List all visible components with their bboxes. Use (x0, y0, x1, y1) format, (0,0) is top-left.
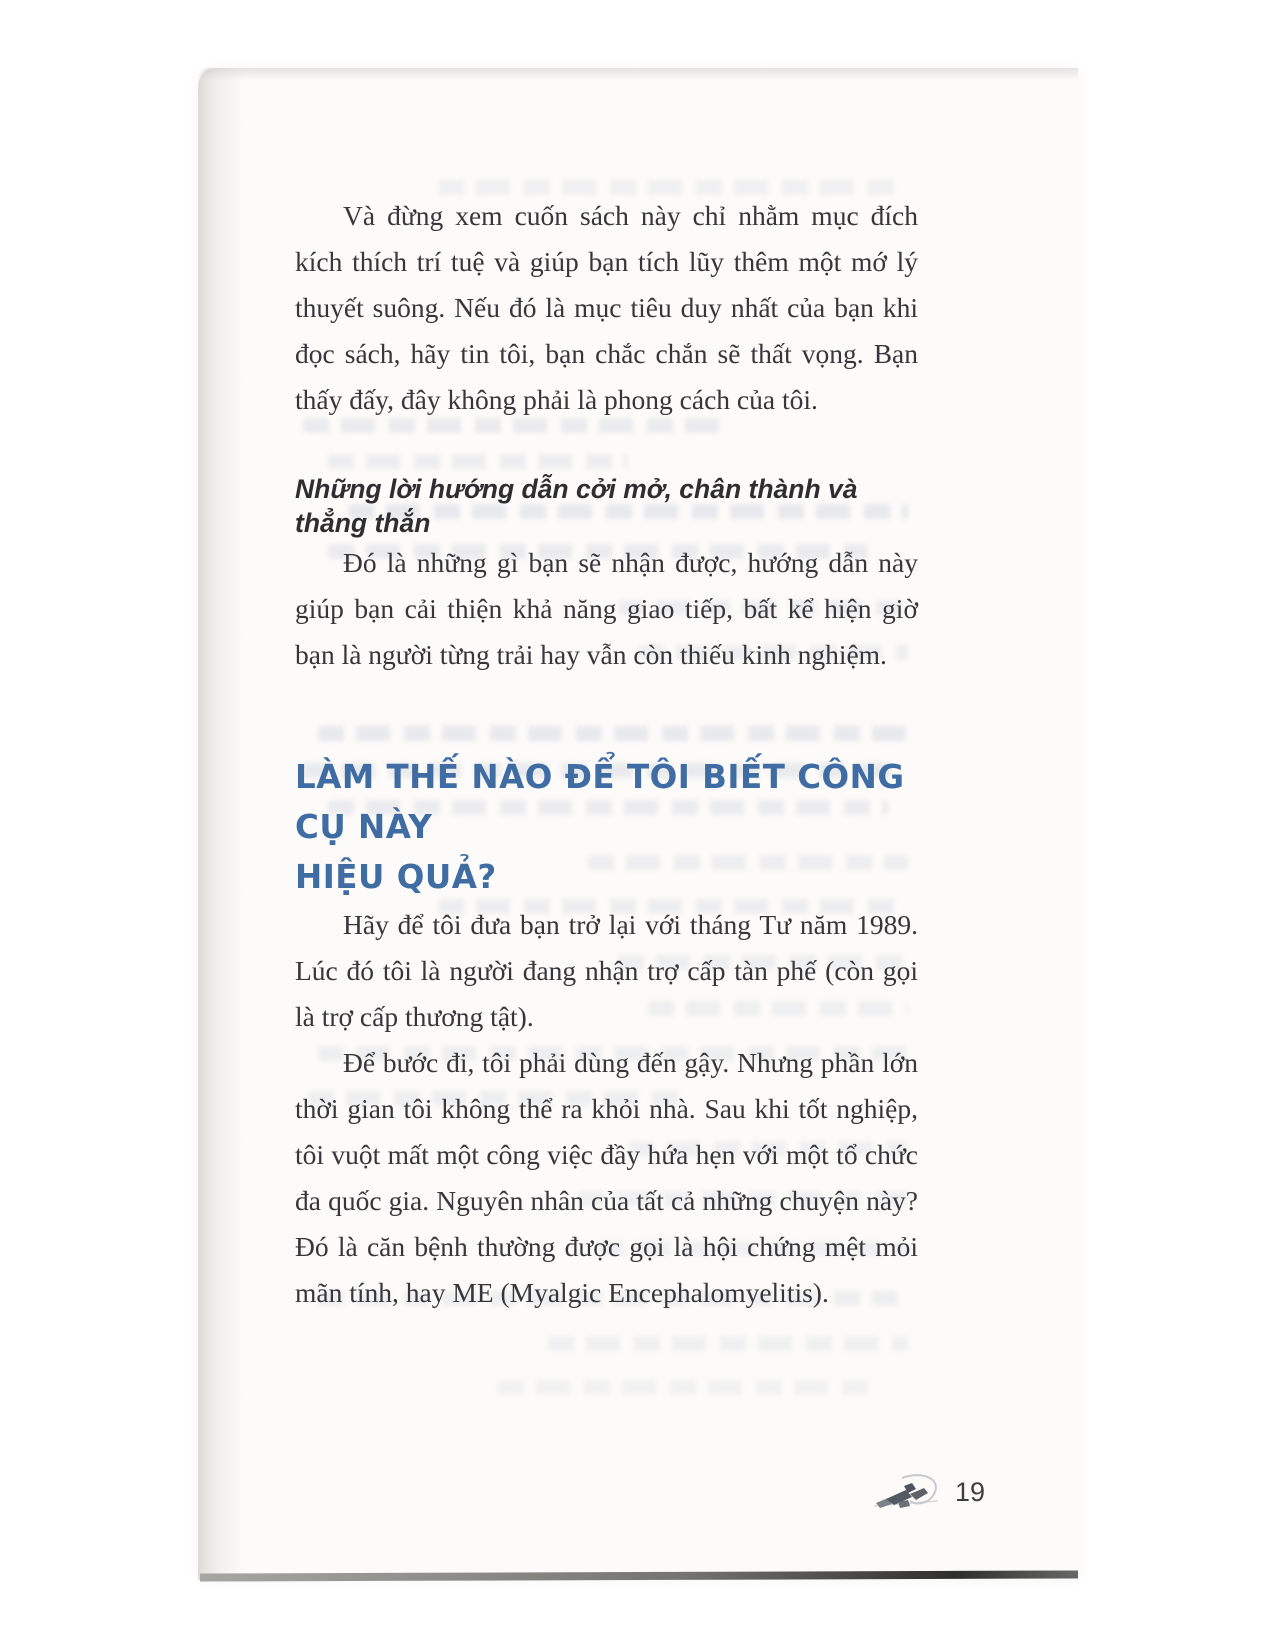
paragraph: Hãy để tôi đưa bạn trở lại với tháng Tư năm 1989. Lúc đó tôi là người đang nhận trợ cấp tàn phế (còn gọi là trợ cấp thương tật). (295, 909, 918, 1032)
subsection-heading: Những lời hướng dẫn cởi mở, chân thành và thẳng thắn (295, 474, 858, 538)
bleedthrough-line (548, 1336, 908, 1351)
page-top-shadow (198, 68, 1078, 80)
page-footer (868, 1470, 985, 1514)
page-text-column (295, 193, 918, 1316)
paragraph: Và đừng xem cuốn sách này chỉ nhằm mục đích kích thích trí tuệ và giúp bạn tích lũy thêm một mớ lý thuyết suông. Nếu đó là mục tiêu duy nhất của bạn khi đọc sách, hãy tin tôi, bạn chắc chắn sẽ thất vọng. Bạn thấy đấy, đây không phải là phong cách của tôi. (295, 200, 918, 415)
page-bottom-edge (200, 1570, 1078, 1581)
page-left-curl-shadow (198, 68, 244, 1580)
book-page (198, 68, 1078, 1580)
section-heading-line1: LÀM THẾ NÀO ĐỂ TÔI BIẾT CÔNG CỤ NÀY (295, 758, 905, 846)
swimmer-ornament-icon (868, 1470, 946, 1514)
bleedthrough-line (498, 1380, 878, 1395)
paragraph: Đó là những gì bạn sẽ nhận được, hướng dẫn này giúp bạn cải thiện khả năng giao tiếp, bất kể hiện giờ bạn là người từng trải hay vẫn còn thiếu kinh nghiệm. (295, 547, 918, 670)
footer-page-number: 19 (954, 1476, 985, 1507)
section-heading (295, 752, 918, 902)
paragraph: Để bước đi, tôi phải dùng đến gậy. Nhưng phần lớn thời gian tôi không thể ra khỏi nhà. Sau khi tốt nghiệp, tôi vuột mất một công việc đầy hứa hẹn với một tổ chức đa quốc gia. Nguyên nhân của tất cả những chuyện này? Đó là căn bệnh thường được gọi là hội chứng mệt mỏi mãn tính, hay ME (Myalgic Encephalomyelitis). (295, 1047, 918, 1308)
section-heading-line2: HIỆU QUẢ? (295, 858, 497, 896)
